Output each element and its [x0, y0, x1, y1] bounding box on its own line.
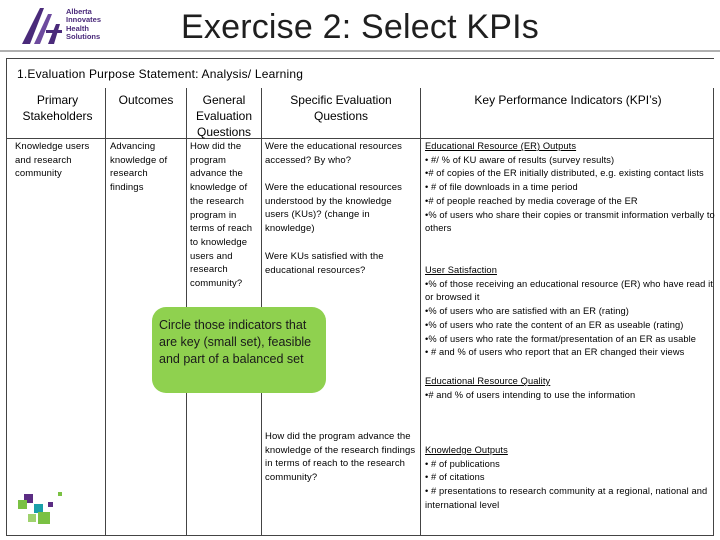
header-general-questions: General Evaluation Questions	[195, 93, 253, 139]
kpi-group-heading: Educational Resource Quality	[425, 376, 551, 386]
kpi-group	[425, 264, 717, 360]
title-divider	[0, 50, 720, 52]
kpi-item: •% of users who share their copies or transmit information verbally to others	[425, 209, 715, 234]
header-kpi: Key Performance Indicators (KPI’s)	[474, 93, 662, 107]
kpi-item: •# and % of users intending to use the information	[425, 389, 636, 400]
decorative-squares-icon	[14, 486, 74, 532]
kpi-item: • # presentations to research community at a regional, national and international level	[425, 486, 708, 510]
stakeholders-cell: Knowledge users and research community	[15, 141, 90, 180]
kpi-item: • # of citations	[425, 472, 485, 483]
kpi-item: •% of users who rate the format/presentation of an ER as usable	[425, 333, 697, 344]
header-divider	[6, 138, 714, 139]
kpi-item: • #/ % of KU aware of results (survey results)	[425, 154, 615, 165]
header-specific-questions: Specific Evaluation Questions	[290, 93, 392, 123]
specific-question: Were the educational resources understood by the knowledge users (KUs)? (change in knowledge)	[265, 182, 402, 235]
specific-question: Were KUs satisfied with the educational resources?	[265, 251, 384, 276]
kpi-group	[425, 140, 717, 236]
general-question-cell: How did the program advance the knowledge of the research program in terms of reach to knowledge users and research community?	[190, 141, 253, 290]
kpi-item: •% of users who rate the content of an ER as useable (rating)	[425, 319, 684, 330]
kpi-item: •# of copies of the ER initially distributed, e.g. existing contact lists	[425, 168, 704, 179]
kpi-item: •# of people reached by media coverage of the ER	[425, 195, 638, 206]
kpi-group-heading: Knowledge Outputs	[425, 445, 508, 455]
kpi-item: •% of those receiving an educational resource (ER) who have read it or browsed it	[425, 278, 713, 303]
logo-line: Innovates	[66, 15, 102, 25]
column-divider	[105, 88, 106, 536]
kpi-item: • # and % of users who report that an ER changed their views	[425, 347, 685, 358]
logo-line: Solutions	[66, 32, 101, 42]
logo-line: Alberta	[66, 7, 92, 16]
kpi-group	[425, 375, 717, 402]
purpose-statement: 1.Evaluation Purpose Statement: Analysis/ Learning	[17, 67, 304, 81]
header-stakeholders: Primary Stakeholders	[22, 93, 93, 123]
kpi-group-heading: User Satisfaction	[425, 265, 497, 275]
outcomes-cell: Advancing knowledge of research findings	[110, 141, 168, 194]
kpi-item: •% of users who are satisfied with an ER (rating)	[425, 306, 629, 317]
kpi-group-heading: Educational Resource (ER) Outputs	[425, 141, 577, 151]
kpi-group	[425, 444, 717, 513]
specific-question: How did the program advance the knowledge of the research findings in terms of reach to the research community?	[265, 431, 416, 484]
kpi-item: • # of publications	[425, 458, 500, 469]
specific-question: Were the educational resources accessed? By who?	[265, 141, 402, 166]
kpi-item: • # of file downloads in a time period	[425, 182, 578, 193]
callout-text: Circle those indicators that are key (small set), feasible and part of a balanced set	[159, 318, 312, 366]
header-outcomes: Outcomes	[118, 93, 174, 107]
logo-line: Health	[66, 23, 89, 33]
slide-title: Exercise 2: Select KPIs	[181, 8, 539, 46]
purpose-bar	[6, 58, 714, 88]
column-divider	[420, 88, 421, 536]
